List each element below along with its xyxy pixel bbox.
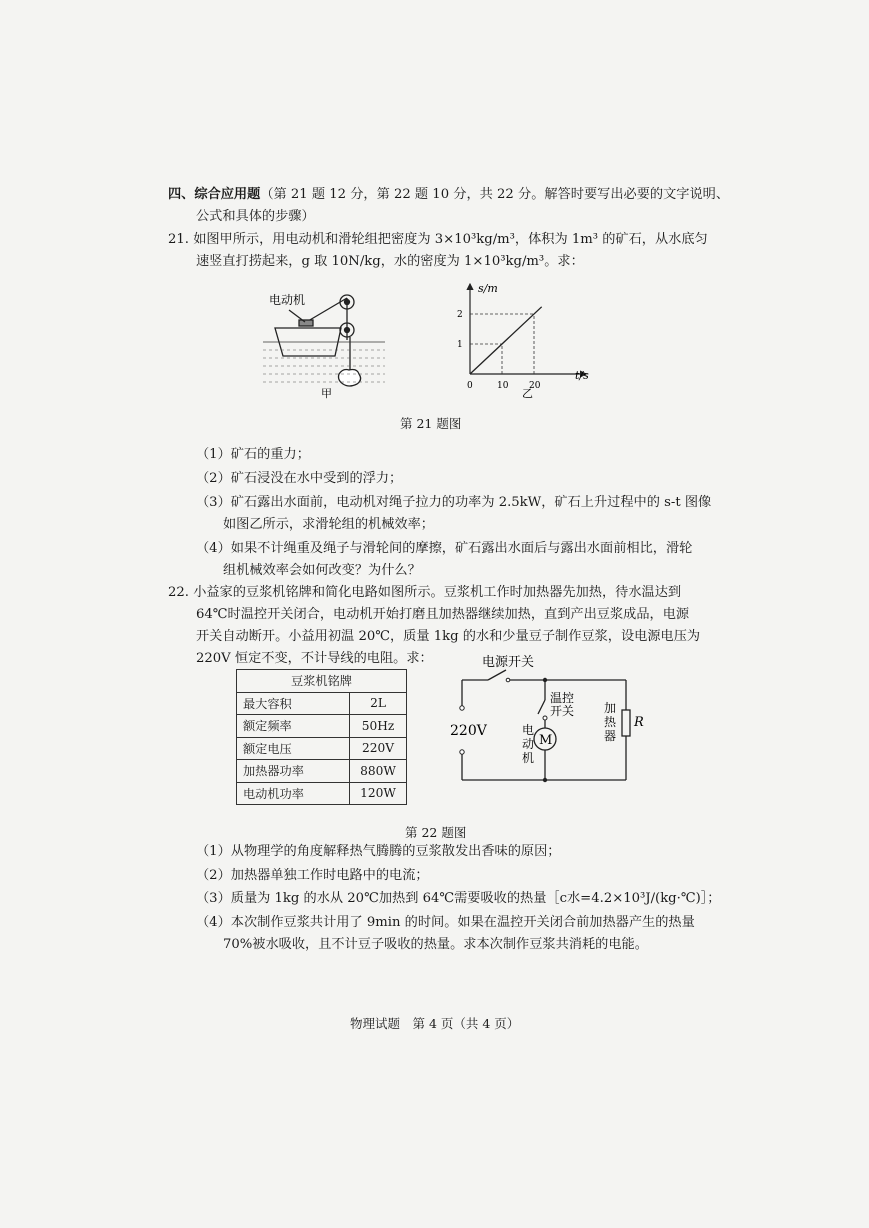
spec-key: 加热器功率 [237,760,350,783]
q21-item-3b: 如图乙所示，求滑轮组的机械效率； [223,517,434,532]
q21-number: 21. [168,232,189,247]
q22-item-1: （1）从物理学的角度解释热气腾腾的豆浆散发出香味的原因； [196,844,561,859]
resistor-label: R [634,715,644,730]
motor-label-2: 动 [522,737,535,751]
q22-item-4b: 70%被水吸收，且不计豆子吸收的热量。求本次制作豆浆共消耗的电能。 [223,937,648,952]
q22-stem-line-4: 220V 恒定不变，不计导线的电阻。求： [196,651,433,666]
s-t-line [470,307,542,374]
table-row [237,715,407,738]
x-tick-10: 10 [497,381,509,391]
q22-item-2: （2）加热器单独工作时电路中的电流； [196,868,429,883]
y-tick-1: 1 [457,340,463,350]
spec-value: 880W [350,760,407,783]
q22-item-4: （4）本次制作豆浆共计用了 9min 的时间。如果在温控开关闭合前加热器产生的热量 [196,915,695,930]
spec-key: 最大容积 [237,692,350,715]
table-row [237,782,407,805]
q22-stem-line-3: 开关自动断开。小益用初温 20℃，质量 1kg 的水和少量豆子制作豆浆，设电源电压为 [196,629,701,644]
q21-fig-a-sublabel: 甲 [321,387,332,400]
section-note-1: （第 21 题 12 分，第 22 题 10 分，共 22 分。解答时要写出必要的文字说明、 [260,187,730,202]
spec-value: 120W [350,782,407,805]
heater-label-2: 热 [604,715,617,729]
q22-stem-text-1: 小益家的豆浆机铭牌和简化电路如图所示。豆浆机工作时加热器先加热，待水温达到 [193,585,682,600]
q21-stem-text-1: 如图甲所示，用电动机和滑轮组把密度为 3×10³kg/m³，体积为 1m³ 的矿石，从水底匀 [193,232,708,247]
nameplate-table [236,669,407,805]
x-axis-label: t/s [575,369,589,382]
section-header [168,185,729,205]
x-tick-20: 20 [529,381,541,391]
spec-value: 50Hz [350,715,407,738]
table-row [237,670,407,693]
motor-label-3: 机 [522,751,535,765]
table-row [237,760,407,783]
spec-value: 2L [350,692,407,715]
motor-symbol: M [539,733,553,748]
origin-label: 0 [467,381,473,391]
q22-caption: 第 22 题图 [405,825,467,840]
table-row [237,692,407,715]
q22-circuit-diagram [448,652,644,792]
q22-stem-line-2: 64℃时温控开关闭合，电动机开始打磨且加热器继续加热，直到产出豆浆成品，电源 [196,607,690,622]
voltage-label: 220V [450,723,487,739]
section-heading: 四、综合应用题 [168,187,261,202]
q22-number: 22. [168,585,189,600]
spec-key: 额定电压 [237,737,350,760]
table-row [237,737,407,760]
q21-caption: 第 21 题图 [400,416,462,431]
q21-figure-a [255,280,395,398]
q21-fig-b-sublabel: 乙 [522,387,533,400]
y-tick-2: 2 [457,310,463,320]
page-footer: 物理试题 第 4 页（共 4 页） [350,1016,520,1031]
q21-item-2: （2）矿石浸没在水中受到的浮力； [196,471,403,486]
q21-item-1: （1）矿石的重力； [196,447,310,462]
q21-item-4b: 组机械效率会如何改变？为什么？ [223,563,421,578]
power-switch-label: 电源开关 [482,655,535,670]
q21-motor-label: 电动机 [269,293,306,307]
spec-key: 额定频率 [237,715,350,738]
spec-value: 220V [350,737,407,760]
q21-figure-b-st-graph [448,280,598,398]
heater-label-1: 加 [604,701,617,715]
q22-stem-line-1 [168,583,681,603]
q22-item-3: （3）质量为 1kg 的水从 20℃加热到 64℃需要吸收的热量［c水=4.2×10³J/(kg·℃)］； [196,891,721,906]
temp-switch-label-1: 温控 [550,691,575,705]
q21-stem-line-1 [168,230,708,250]
motor-label-1: 电 [522,723,535,737]
q21-item-4: （4）如果不计绳重及绳子与滑轮间的摩擦，矿石露出水面后与露出水面前相比，滑轮 [196,541,693,556]
spec-key: 电动机功率 [237,782,350,805]
heater-label-3: 器 [604,729,617,743]
q21-stem-line-2: 速竖直打捞起来，g 取 10N/kg，水的密度为 1×10³kg/m³。求： [196,254,584,269]
y-axis-label: s/m [478,282,498,295]
q21-item-3: （3）矿石露出水面前，电动机对绳子拉力的功率为 2.5kW，矿石上升过程中的 s-t 图像 [196,495,712,510]
temp-switch-label-2: 开关 [550,704,575,718]
section-note-2: 公式和具体的步骤） [196,209,315,224]
nameplate-title: 豆浆机铭牌 [237,670,407,693]
